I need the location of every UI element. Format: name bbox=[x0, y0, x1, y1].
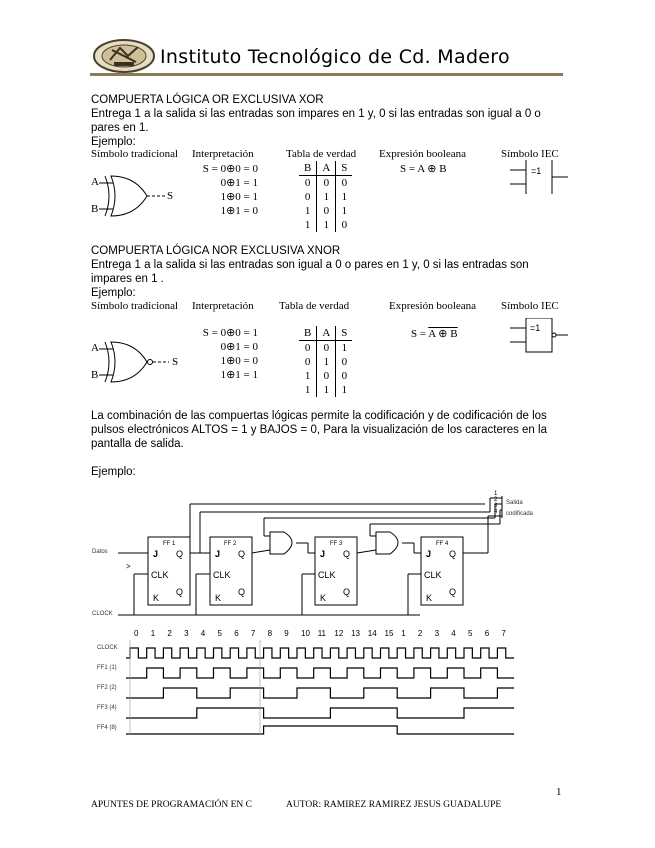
ff1-label: FF 1 bbox=[163, 541, 176, 547]
timing-tick: 7 bbox=[501, 629, 506, 638]
timing-tick: 13 bbox=[351, 629, 360, 638]
timing-tick: 4 bbox=[451, 629, 456, 638]
timing-tick: 9 bbox=[284, 629, 289, 638]
xnor-truth-table: B A S 0 0 1 0 1 0 1 0 0 1 1 1 bbox=[299, 326, 352, 397]
timing-tick: 15 bbox=[384, 629, 394, 638]
xnor-col-simbolo: Símbolo tradicional bbox=[91, 300, 179, 312]
ff3-pin-qbar: Q bbox=[343, 587, 351, 597]
table-row: 1 1 1 bbox=[299, 383, 352, 397]
footer-course: APUNTES DE PROGRAMACIÓN EN C bbox=[91, 800, 252, 810]
timing-tick: 10 bbox=[301, 629, 310, 638]
timing-label-clock: CLOCK bbox=[97, 645, 118, 651]
timing-tick: 2 bbox=[417, 629, 423, 638]
timing-label-ff2: FF2 (2) bbox=[97, 685, 117, 691]
xnor-output-s: S bbox=[172, 356, 179, 368]
timing-tick: 3 bbox=[434, 629, 440, 638]
xor-interpretation: S = 0⊕0 = 0 0⊕1 = 1 1⊕0 = 1 1⊕1 = 0 bbox=[202, 163, 258, 217]
table-row: 0 0 1 bbox=[299, 341, 352, 356]
xor-col-iec: Símbolo IEC bbox=[501, 148, 559, 160]
xor-description: Entrega 1 a la salida si las entradas son impares en 1 y, 0 si las entradas son igual a 0 o pares en 1. Ejemplo: bbox=[91, 108, 541, 148]
circuit-clock-label: CLOCK bbox=[92, 611, 113, 617]
xnor-input-a: A bbox=[91, 342, 99, 354]
combination-paragraph: La combinación de las compuertas lógicas permite la codificación y de codificación de los pulsos electrónicos ALTOS = 1 y BAJOS = 0, Para la visualización de los caracteres en la pantalla de salida. bbox=[91, 410, 547, 450]
ff3-pin-q: Q bbox=[343, 549, 351, 559]
footer-author: AUTOR: RAMIREZ RAMIREZ JESUS GUADALUPE bbox=[286, 800, 502, 810]
ff3-label: FF 3 bbox=[330, 541, 343, 547]
timing-tick: 7 bbox=[250, 629, 256, 638]
timing-tick: 3 bbox=[184, 629, 189, 638]
ff1-pin-qbar: Q bbox=[176, 587, 184, 597]
xor-col-tabla: Tabla de verdad bbox=[286, 148, 357, 160]
timing-tick: 5 bbox=[468, 629, 473, 638]
ff4-label: FF 4 bbox=[436, 541, 449, 547]
timing-tick: 14 bbox=[367, 629, 377, 638]
ff4-pin-q: Q bbox=[449, 549, 457, 559]
timing-diagram bbox=[90, 640, 560, 740]
table-row: 1 0 0 bbox=[299, 369, 352, 383]
xnor-input-b: B bbox=[91, 369, 99, 381]
ff2-pin-clk: CLK bbox=[213, 570, 231, 580]
xnor-heading: COMPUERTA LÓGICA NOR EXCLUSIVA XNOR bbox=[91, 245, 341, 257]
xnor-col-interp: Interpretación bbox=[192, 300, 254, 312]
xnor-col-tabla: Tabla de verdad bbox=[279, 300, 350, 312]
xor-truth-table: B A S 0 0 0 0 1 1 1 0 1 1 1 0 bbox=[299, 161, 352, 232]
header-title: Instituto Tecnológico de Cd. Madero bbox=[160, 46, 510, 68]
timing-tick: 1 bbox=[401, 629, 406, 638]
ff3-pin-j: J bbox=[320, 549, 326, 559]
ff1-clock-arrow: > bbox=[126, 562, 131, 571]
xnor-col-expr: Expresión booleana bbox=[389, 300, 477, 312]
ff2-pin-q: Q bbox=[238, 549, 246, 559]
header-divider bbox=[90, 73, 563, 76]
timing-label-ff3: FF3 (4) bbox=[97, 705, 117, 711]
timing-tick: 1 bbox=[150, 629, 156, 638]
table-row: 0 1 0 bbox=[299, 355, 352, 369]
table-row: 1 1 0 bbox=[299, 218, 352, 232]
ff1-pin-k: K bbox=[153, 593, 160, 603]
timing-tick: 5 bbox=[217, 629, 222, 638]
xor-col-expr: Expresión booleana bbox=[379, 148, 467, 160]
xnor-description: Entrega 1 a la salida si las entradas son igual a 0 o pares en 1 y, 0 si las entradas son impares en 1 . Ejemplo: bbox=[91, 259, 529, 299]
timing-tick: 8 bbox=[267, 629, 273, 638]
xnor-iec-label: =1 bbox=[530, 323, 541, 333]
timing-tick: 12 bbox=[334, 629, 344, 638]
ff2-pin-j: J bbox=[215, 549, 221, 559]
ff2-pin-k: K bbox=[215, 593, 222, 603]
xor-col-simbolo: Símbolo tradicional bbox=[91, 148, 179, 160]
circuit-codificada-label: codificada bbox=[506, 511, 534, 517]
ff3-pin-k: K bbox=[320, 593, 327, 603]
ff4-pin-j: J bbox=[426, 549, 432, 559]
circuit-salida-label: Salida bbox=[506, 500, 523, 506]
xor-input-b: B bbox=[91, 203, 99, 215]
timing-tick: 11 bbox=[317, 629, 326, 638]
ff1-pin-j: J bbox=[153, 549, 159, 559]
table-row: 0 1 1 bbox=[299, 190, 352, 204]
timing-tick: 6 bbox=[484, 629, 490, 638]
timing-tick: 4 bbox=[200, 629, 206, 638]
circuit-output-numbers: 1 2 3 4 bbox=[494, 491, 498, 515]
ff1-pin-q: Q bbox=[176, 549, 184, 559]
ff2-pin-qbar: Q bbox=[238, 587, 246, 597]
ff1-pin-clk: CLK bbox=[151, 570, 169, 580]
xor-heading: COMPUERTA LÓGICA OR EXCLUSIVA XOR bbox=[91, 94, 324, 106]
xor-boolean-expression: S = A ⊕ B bbox=[400, 163, 447, 175]
ff4-pin-clk: CLK bbox=[424, 570, 442, 580]
timing-label-ff4: FF4 (8) bbox=[97, 725, 117, 731]
combination-ejemplo: Ejemplo: bbox=[91, 466, 136, 478]
xor-output-s: S bbox=[167, 190, 174, 202]
table-row: 1 0 1 bbox=[299, 204, 352, 218]
xor-col-interp: Interpretación bbox=[192, 148, 254, 160]
ff4-pin-qbar: Q bbox=[449, 587, 457, 597]
ff4-pin-k: K bbox=[426, 593, 433, 603]
timing-tick: 0 bbox=[134, 629, 139, 638]
timing-label-ff1: FF1 (1) bbox=[97, 665, 117, 671]
institute-logo bbox=[92, 38, 156, 74]
xnor-col-iec: Símbolo IEC bbox=[501, 300, 559, 312]
xor-iec-label: =1 bbox=[531, 166, 542, 176]
ff3-pin-clk: CLK bbox=[318, 570, 336, 580]
table-row: 0 0 0 bbox=[299, 176, 352, 191]
xor-input-a: A bbox=[91, 176, 99, 188]
timing-tick: 6 bbox=[234, 629, 239, 638]
timing-tick: 2 bbox=[167, 629, 172, 638]
xnor-boolean-expression: S = A ⊕ B bbox=[411, 328, 458, 340]
ff2-label: FF 2 bbox=[224, 541, 237, 547]
page-number: 1 bbox=[556, 786, 562, 798]
circuit-datos-label: Datos bbox=[92, 549, 108, 555]
xnor-interpretation: S = 0⊕0 = 1 0⊕1 = 0 1⊕0 = 0 1⊕1 = 1 bbox=[202, 327, 258, 381]
